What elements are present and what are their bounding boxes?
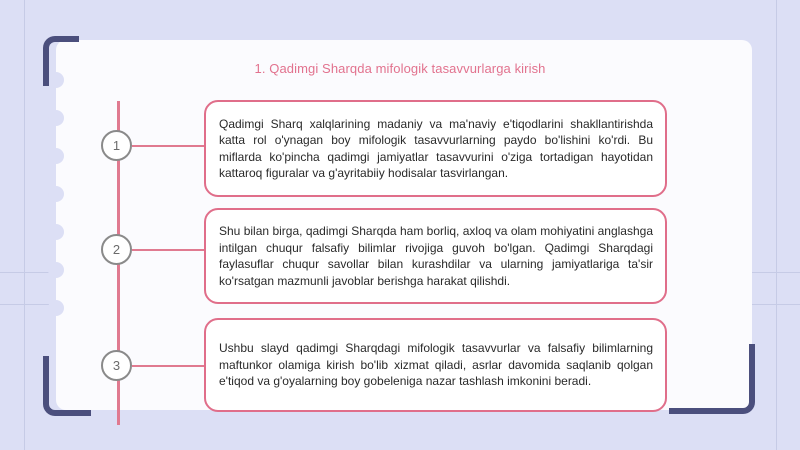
card-text: Ushbu slayd qadimgi Sharqdagi mifologik tasavvurlar va falsafiy bilimlarning maftunkor olamiga kirish bo'lib xizmat qiladi, asrlar davomida saqlanib qolgan e'tiqod va g'oyalarning boy gobeleniga nazar tashlash imkonini beradi. (219, 341, 653, 389)
step-number: 2 (112, 242, 121, 257)
timeline-connector (132, 249, 204, 251)
corner-bracket-bottom-right (669, 344, 755, 414)
step-number: 1 (112, 138, 121, 153)
content-card (204, 208, 667, 304)
binder-hole (48, 224, 64, 240)
binder-hole (48, 262, 64, 278)
binder-hole (48, 186, 64, 202)
step-number-badge (101, 234, 132, 265)
binder-hole (48, 300, 64, 316)
timeline-connector (132, 365, 204, 367)
content-card (204, 318, 667, 412)
step-number: 3 (112, 358, 121, 373)
binder-hole (48, 110, 64, 126)
card-text: Shu bilan birga, qadimgi Sharqda ham borliq, axloq va olam mohiyatini anglashga intilgan chuqur falsafiy bilimlar rivojiga guvoh bo'lgan. Qadimgi Sharqdagi faylasuflar chuqur savollar bilan kurashdilar va ularning jamiyatlariga ta'sir ko'rsatgan mazmunli javoblar berishga harakat qilishdi. (219, 224, 653, 288)
content-card (204, 100, 667, 197)
timeline-connector (132, 145, 204, 147)
card-text: Qadimgi Sharq xalqlarining madaniy va ma'naviy e'tiqodlarini shakllantirishda katta rol o'ynagan boy mifologik tasavvurlarning paydo bo'lishini ko'rdi. Bu miflarda ko'pincha qadimgi jamiyatlar tasavvurini o'ziga tortadigan hayotidan kattaroq figuralar va g'ayritabiiy hodisalar tasvirlangan. (219, 116, 653, 180)
slide-title: 1. Qadimgi Sharqda mifologik tasavvurlarga kirish (254, 61, 546, 76)
corner-bracket-bottom-left (43, 356, 91, 416)
step-number-badge (101, 350, 132, 381)
step-number-badge (101, 130, 132, 161)
binder-hole (48, 148, 64, 164)
